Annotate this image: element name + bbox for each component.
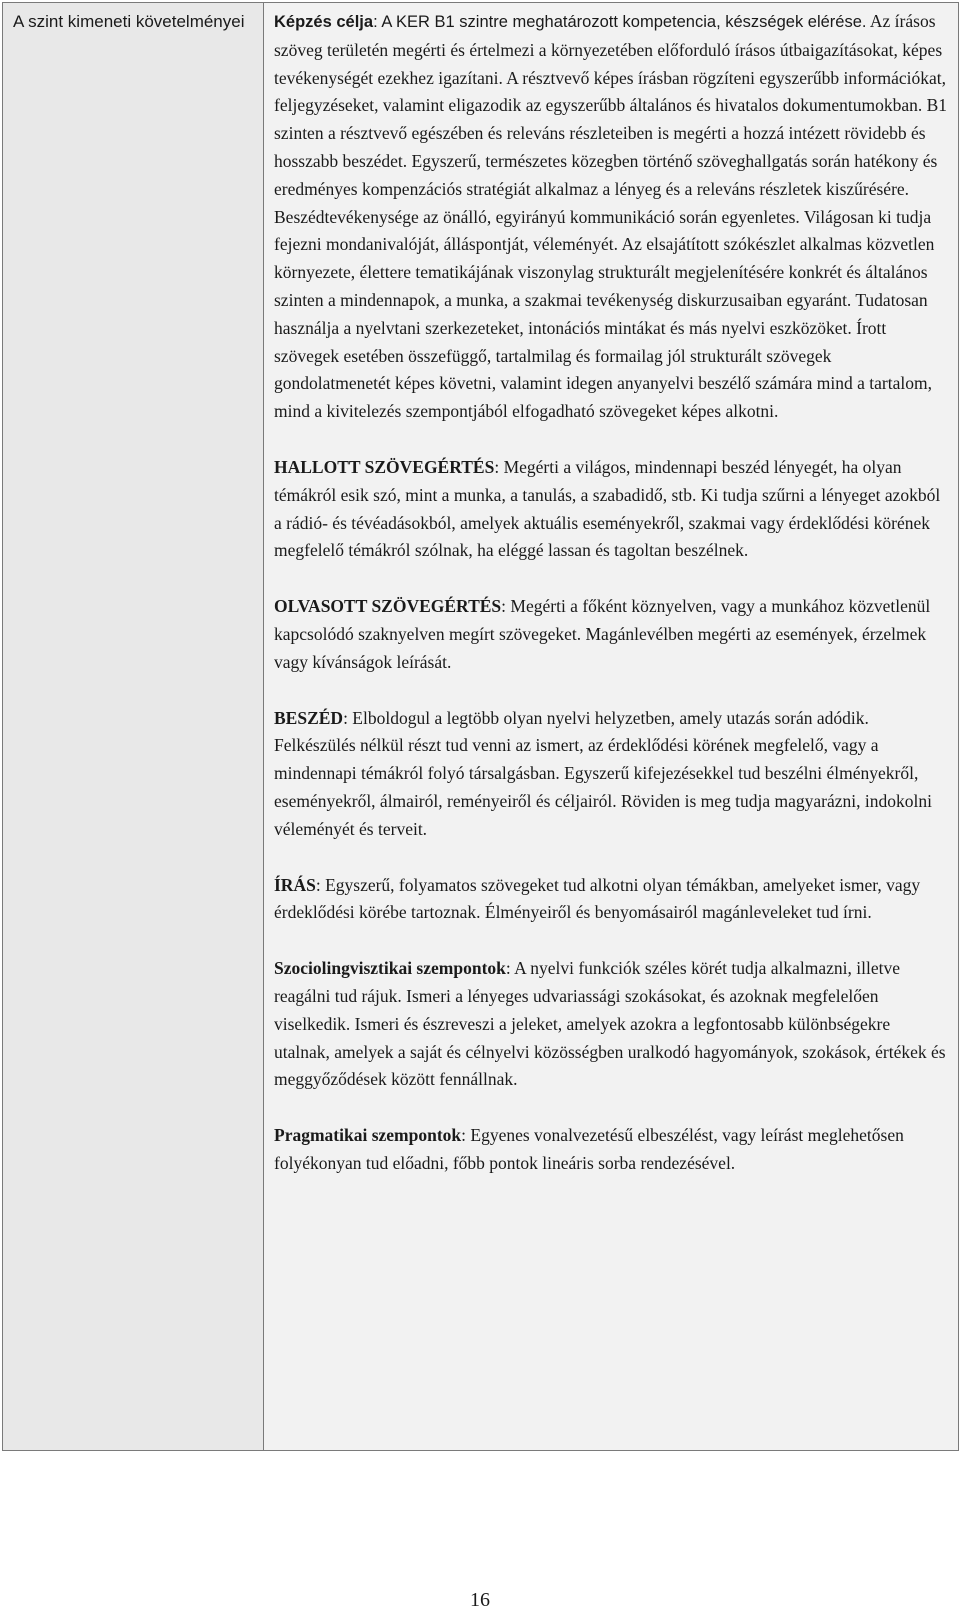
section-text: : Egyenes vonalvezetésű elbeszélést, vagy leírást meglehetősen folyékonyan tud előadni, főbb pontok lineáris sorba rendezésével.	[274, 1125, 904, 1173]
intro-body: Az írásos szöveg területén megérti és értelmezi a környezetében előforduló írásos útbaigazításokat, képes tevékenységét ezekhez igazítani. A résztvevő képes írásban rögzíteni egyszerűbb információkat, feljegyzéseket, valamint eligazodik az egyszerűbb általános és hivatalos dokumentumokban. B1 szinten a résztvevő egészében és releváns részleteiben is megérti a hozzá intézett rövidebb és hosszabb beszédet. Egyszerű, természetes közegben történő szöveghallgatás során hatékony és eredményes kompenzációs stratégiát alkalmaz a lényeg és a releváns részletek kiszűrésére. Beszédtevékenysége az önálló, egyirányú kommunikáció során egyenletes. Világosan ki tudja fejezni mondanivalóját, álláspontját, véleményét. Az elsajátított szókészlet alkalmas közvetlen környezete, élettere tematikájának viszonylag strukturált megjelenítésére konkrét és általános szinten a mindennapok, a munka, a szakmai tevékenység diskurzusaiban egyaránt. Tudatosan használja a nyelvtani szerkezeteket, intonációs mintákat és más nyelvi eszközöket. Írott szövegek esetében összefüggő, tartalmilag és formailag jól strukturált szövegek gondolatmenetét képes követni, valamint idegen anyanyelvi beszélő számára mind a tartalom, mind a kivitelezés szempontjából elfogadható szövegeket képes alkotni.	[274, 11, 948, 422]
intro-heading: Képzés célja	[274, 13, 374, 31]
section-text: : Elboldogul a legtöbb olyan nyelvi helyzetben, amely utazás során adódik. Felkészülés nélkül részt tud venni az ismert, az érdeklődési körének megfelelő, vagy a mindennapi témákról folyó társalgásban. Egyszerű kifejezésekkel tud beszélni élményekről, eseményekről, álmairól, reményeiről és céljairól. Röviden is meg tudja magyarázni, indokolni véleményét és terveit.	[274, 707, 932, 839]
section-listening	[274, 454, 948, 565]
row-label: A szint kimeneti követelményei	[13, 12, 245, 31]
section-writing	[274, 872, 948, 928]
requirements-table	[2, 2, 959, 1451]
intro-lead-text: : A KER B1 szintre meghatározott kompetencia, készségek elérése.	[373, 13, 867, 31]
section-text: : Egyszerű, folyamatos szövegeket tud alkotni olyan témákban, amelyeket ismer, vagy érdeklődési körébe tartoznak. Élményeiről és benyomásairól magánleveleket tud írni.	[274, 874, 921, 923]
section-text: : Megérti a világos, mindennapi beszéd lényegét, ha olyan témákról esik szó, mint a munka, a tanulás, a szabadidő, stb. Ki tudja szűrni a lényeget azokból a rádió- és tévéadásokból, amelyek aktuális eseményekről, szakmai vagy érdeklődési körének megfelelő témákról szólnak, ha eléggé lassan és tagoltan beszélnek.	[274, 456, 941, 561]
section-sociolinguistic	[274, 955, 948, 1094]
section-heading: OLVASOTT SZÖVEGÉRTÉS	[274, 596, 502, 617]
row-content-cell	[264, 3, 959, 1451]
section-heading: Szociolingvisztikai szempontok	[274, 958, 506, 979]
section-text: : Megérti a főként köznyelven, vagy a munkához közvetlenül kapcsolódó szaknyelven megírt szövegeket. Magánlevélben megérti az események, érzelmek vagy kívánságok leírását.	[274, 596, 931, 672]
table-row	[3, 3, 959, 1451]
section-heading: HALLOTT SZÖVEGÉRTÉS	[274, 456, 495, 477]
section-heading: BESZÉD	[274, 707, 344, 728]
section-speaking	[274, 705, 948, 844]
section-text: : A nyelvi funkciók széles körét tudja alkalmazni, illetve reagálni tud rájuk. Ismeri a lényeges udvariassági szokásokat, és azoknak megfelelően viselkedik. Ismeri és észreveszi a jeleket, amelyek azokra a legfontosabb különbségekre utalnak, amelyek a saját és célnyelvi közösségben uralkodó hagyományok, szokások, értékek és meggyőződések között fennállnak.	[274, 958, 946, 1090]
intro-lead	[274, 13, 866, 31]
page-number: 16	[470, 1589, 490, 1611]
section-heading: ÍRÁS	[274, 874, 316, 895]
section-reading	[274, 593, 948, 676]
section-heading: Pragmatikai szempontok	[274, 1125, 462, 1146]
intro-paragraph	[274, 8, 948, 426]
row-label-cell	[3, 3, 264, 1451]
section-pragmatic	[274, 1122, 948, 1178]
